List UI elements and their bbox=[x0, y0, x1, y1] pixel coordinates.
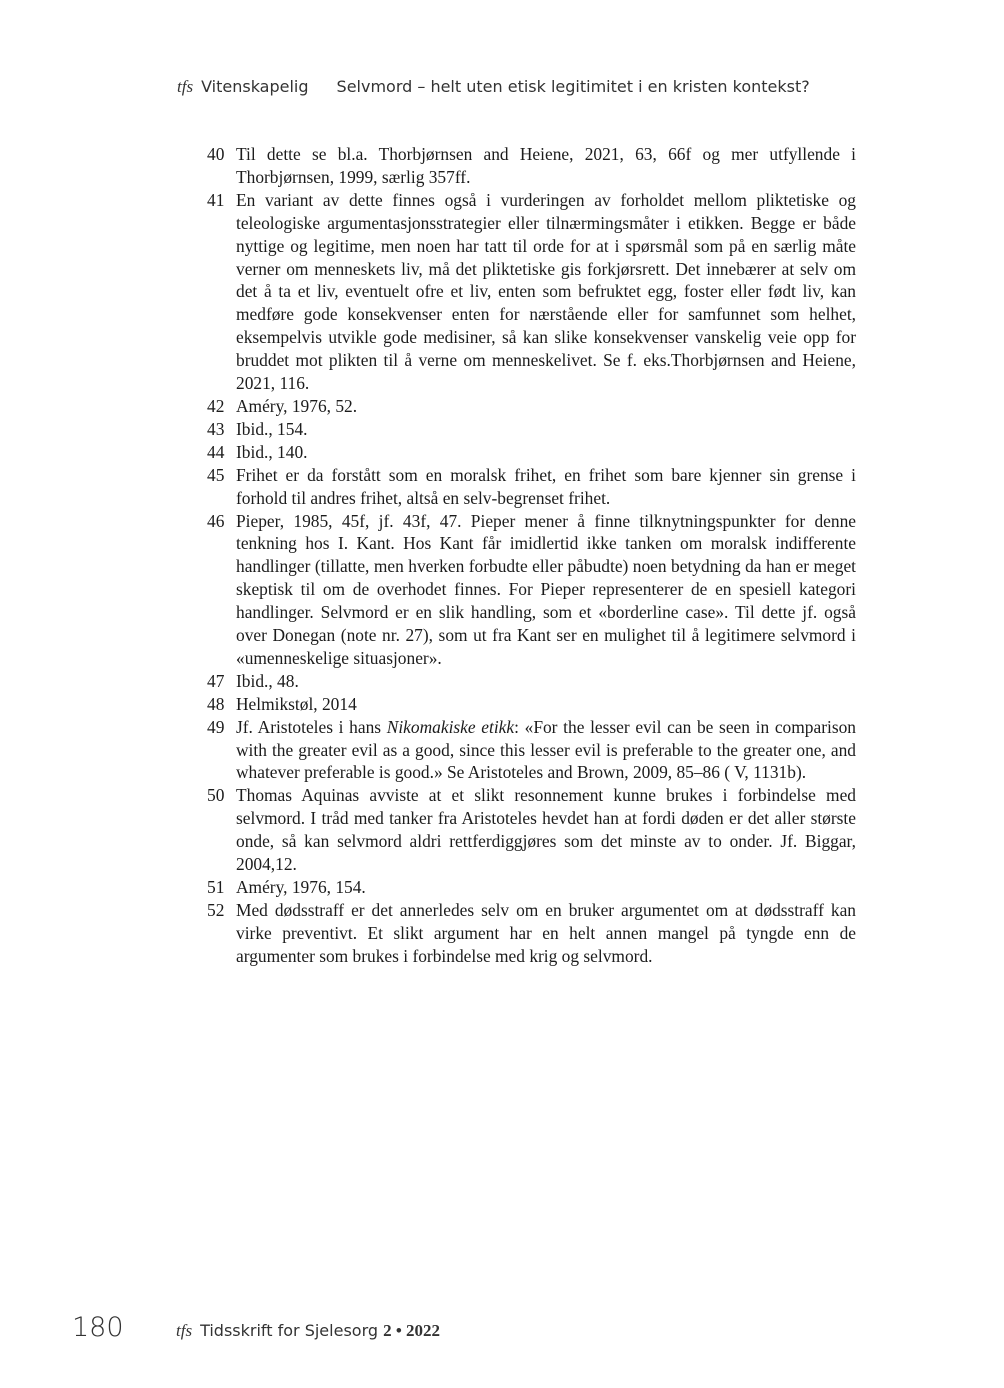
endnote bbox=[199, 464, 856, 510]
section-label: Vitenskapelig bbox=[201, 77, 309, 96]
journal-logo: tfs bbox=[176, 1321, 193, 1340]
running-header bbox=[177, 77, 810, 97]
note-text: Med dødsstraff er det annerledes selv om en bruker argumentet om at dødsstraff kan virke preventivt. Et slikt argument har en helt annen mangel på tyngde enn de argumenter som brukes i forbindelse med krig og selvmord. bbox=[236, 899, 856, 966]
endnote bbox=[199, 899, 856, 968]
endnote bbox=[199, 418, 856, 441]
endnote bbox=[199, 441, 856, 464]
endnote bbox=[199, 143, 856, 189]
note-number: 41 bbox=[207, 189, 225, 210]
page-number: 180 bbox=[72, 1312, 124, 1343]
note-text: En variant av dette finnes også i vurderingen av forholdet mellom pliktetiske og teleologiske argumentasjonsstrategier eller tilnærmingsmåter i etikken. Begge er både nyttige og legitime, men noen har tatt til orde for at i spørsmål som på en særlig måte verner om menneskets liv, må det pliktetiske gis forkjørsrett. Det innebærer at selv om det å ta et liv, eventuelt ofre et liv, enten som befruktet egg, foster eller født liv, kan medføre gode konsekvenser enten for nærstående eller for samfunnet som helhet, eksempelvis utvikle gode medisiner, så kan slike konsekvenser vanskelig veie opp for bruddet mot plikten til å verne om menneskelivet. Se f. eks.Thorbjørnsen and Heiene, 2021, 116. bbox=[236, 189, 856, 394]
note-text-before: Jf. Aristoteles i hans bbox=[236, 716, 387, 737]
note-text: Frihet er da forstått som en moralsk frihet, en frihet som bare kjenner sin grense i forhold til andres frihet, altså en selv-begrenset frihet. bbox=[236, 464, 856, 508]
note-number: 46 bbox=[207, 510, 225, 531]
endnote bbox=[199, 876, 856, 899]
journal-name: Tidsskrift for Sjelesorg bbox=[200, 1321, 379, 1340]
note-text: Thomas Aquinas avviste at et slikt resonnement kunne brukes i forbindelse med selvmord. I tråd med tanker fra Aristoteles hevdet han at fordi døden er det aller største onde, så kan selvmord aldri rettferdiggjøres som det minste av to onder. Jf. Biggar, 2004,12. bbox=[236, 785, 856, 875]
note-text: Til dette se bl.a. Thorbjørnsen and Heiene, 2021, 63, 66f og mer utfyllende i Thorbjørnsen, 1999, særlig 357ff. bbox=[236, 144, 856, 187]
journal-logo: tfs bbox=[177, 77, 194, 96]
note-text: Ibid., 154. bbox=[236, 418, 308, 439]
note-text: Ibid., 140. bbox=[236, 441, 308, 462]
endnotes-list bbox=[199, 143, 856, 968]
note-text: Ibid., 48. bbox=[236, 670, 299, 691]
endnote bbox=[199, 670, 856, 693]
note-text-after: : «For the lesser evil can be seen in comparison with the greater evil as a good, since this lesser evil is preferable to the greater one, and whatever preferable is good.» Se Aristoteles and Brown, 2009, 85–86 ( V, 1131b). bbox=[236, 716, 856, 783]
endnote bbox=[199, 510, 856, 670]
note-text: Améry, 1976, 154. bbox=[236, 877, 366, 897]
note-number: 49 bbox=[207, 716, 225, 737]
note-number: 50 bbox=[207, 785, 225, 806]
page-footer bbox=[72, 1312, 440, 1343]
endnote bbox=[199, 395, 856, 418]
note-number: 40 bbox=[207, 144, 225, 164]
endnote bbox=[199, 716, 856, 785]
note-text: Helmikstøl, 2014 bbox=[236, 693, 357, 714]
book-title: Nikomakiske etikk bbox=[386, 716, 515, 737]
note-number: 45 bbox=[207, 464, 225, 485]
note-text bbox=[236, 716, 856, 785]
note-text: Pieper, 1985, 45f, jf. 43f, 47. Pieper mener å finne tilknytningspunkter for denne tenkning hos I. Kant. Hos Kant får imidlertid ikke tanken om moralsk indifferente handlinger (tillatte, men hverken forbudte eller påbudte) noen betydning da han er meget skeptisk til om de overhodet finnes. For Pieper representerer de en spesiell kategori handlinger. Selvmord er en slik handling, som et «borderline case». Til dette jf. også over Donegan (note nr. 27), som ut fra Kant ser en mulighet til å legitimere selvmord i «umenneskelige situasjoner». bbox=[236, 510, 856, 668]
note-number: 48 bbox=[207, 693, 225, 714]
note-number: 52 bbox=[207, 899, 225, 920]
note-number: 47 bbox=[207, 670, 225, 691]
endnote bbox=[199, 784, 856, 876]
endnote bbox=[199, 693, 856, 716]
endnote bbox=[199, 189, 856, 395]
note-number: 42 bbox=[207, 395, 225, 416]
note-number: 43 bbox=[207, 418, 225, 439]
issue-number: 2 • 2022 bbox=[383, 1321, 441, 1340]
note-number: 51 bbox=[207, 877, 225, 897]
article-title: Selvmord – helt uten etisk legitimitet i en kristen kontekst? bbox=[336, 77, 810, 96]
note-text: Améry, 1976, 52. bbox=[236, 395, 358, 416]
note-number: 44 bbox=[207, 441, 225, 462]
